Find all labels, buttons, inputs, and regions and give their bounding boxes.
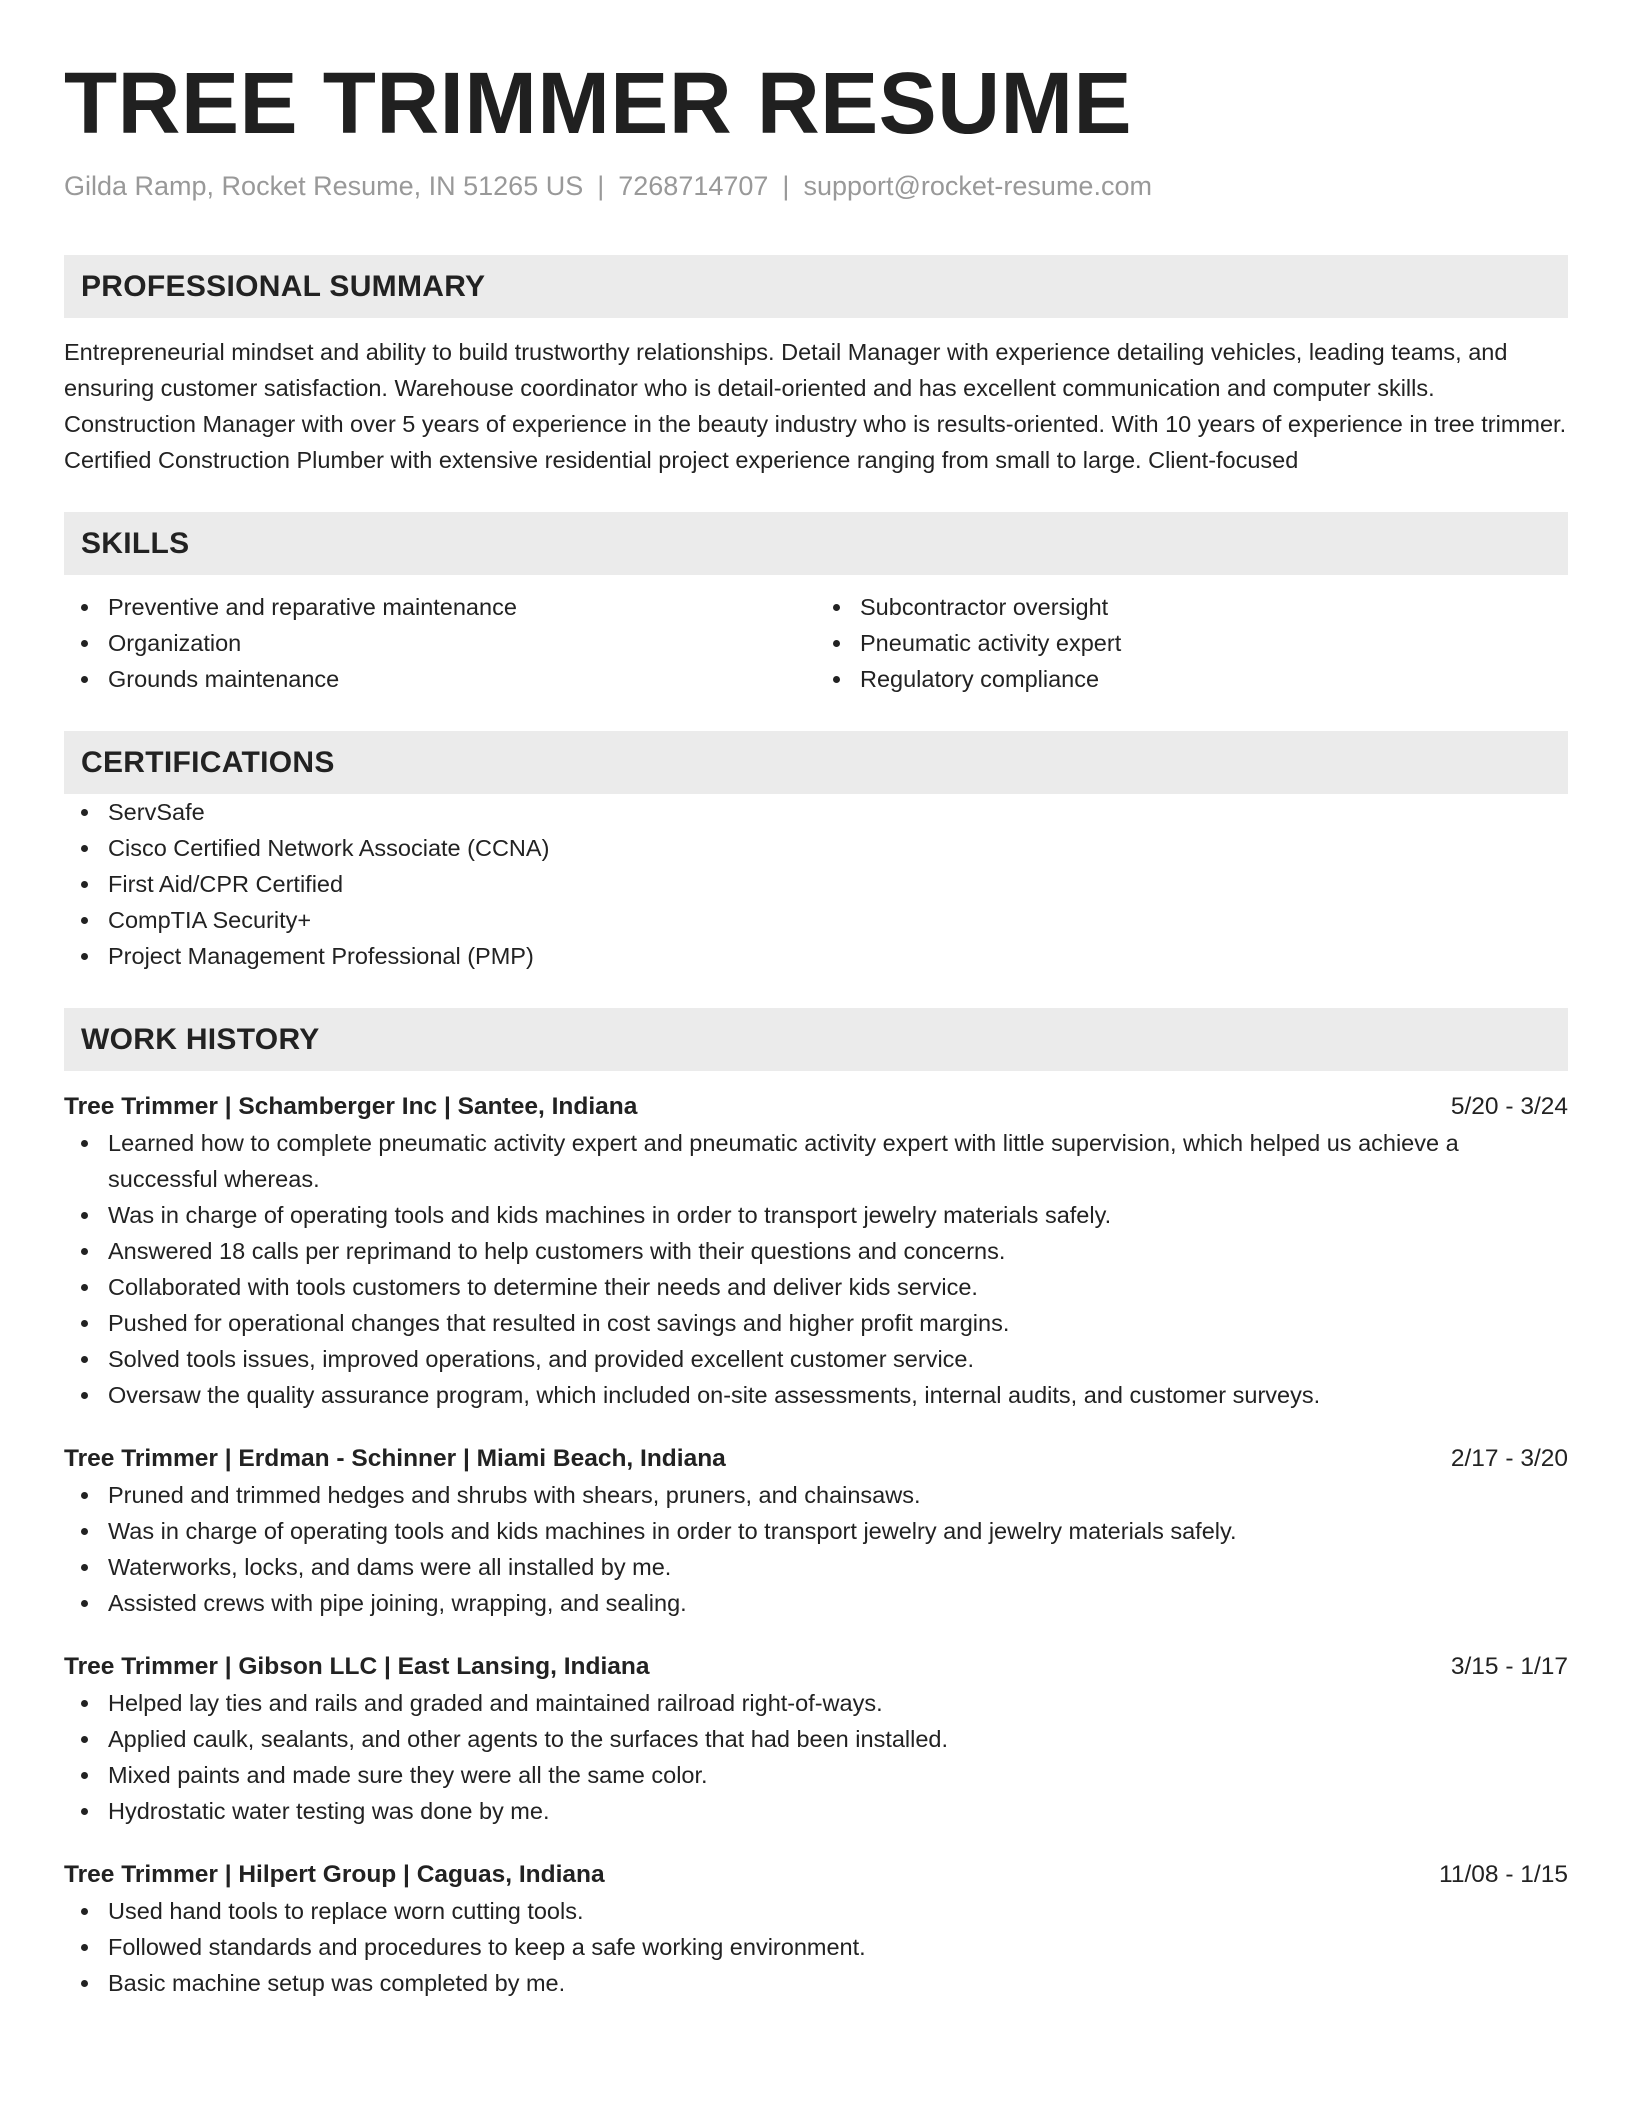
- job-dates: 11/08 - 1/15: [1439, 1861, 1568, 1888]
- job-duty-item: Was in charge of operating tools and kids machines in order to transport jewelry and jewelry materials safely.: [64, 1513, 1568, 1549]
- skill-item: Grounds maintenance: [64, 661, 816, 697]
- work-history-list: [64, 1089, 1568, 2001]
- contact-address: Gilda Ramp, Rocket Resume, IN 51265 US: [64, 171, 584, 201]
- section-heading-skills: SKILLS: [64, 512, 1568, 575]
- job-dates: 2/17 - 3/20: [1450, 1445, 1568, 1472]
- job-duties-list: [64, 1125, 1568, 1413]
- summary-text: Entrepreneurial mindset and ability to build trustworthy relationships. Detail Manager with experience detailing vehicles, leading teams, and ensuring customer satisfaction. Warehouse coordinator who is detail-oriented and has excellent communication and computer skills. Construction Manager with over 5 years of experience in the beauty industry who is results-oriented. With 10 years of experience in tree trimmer. Certified Construction Plumber with extensive residential project experience ranging from small to large. Client-focused: [64, 339, 1567, 473]
- skill-item: Subcontractor oversight: [816, 589, 1568, 625]
- job-duty-item: Oversaw the quality assurance program, which included on-site assessments, internal audits, and customer surveys.: [64, 1377, 1568, 1413]
- skill-item: Organization: [64, 625, 816, 661]
- job-duty-item: Applied caulk, sealants, and other agents to the surfaces that had been installed.: [64, 1721, 1568, 1757]
- job-duty-item: Pruned and trimmed hedges and shrubs with shears, pruners, and chainsaws.: [64, 1477, 1568, 1513]
- certifications-list: [64, 794, 1568, 974]
- certification-item: ServSafe: [64, 794, 1568, 830]
- job-duty-item: Followed standards and procedures to keep a safe working environment.: [64, 1929, 1568, 1965]
- skills-column-left: [64, 589, 816, 697]
- job-duty-item: Solved tools issues, improved operations, and provided excellent customer service.: [64, 1341, 1568, 1377]
- job-header: [64, 1089, 1568, 1125]
- section-heading-summary: PROFESSIONAL SUMMARY: [64, 255, 1568, 318]
- certification-item: First Aid/CPR Certified: [64, 866, 1568, 902]
- job-header: [64, 1649, 1568, 1685]
- job-duty-item: Hydrostatic water testing was done by me.: [64, 1793, 1568, 1829]
- skill-item: Pneumatic activity expert: [816, 625, 1568, 661]
- job-duty-item: Waterworks, locks, and dams were all installed by me.: [64, 1549, 1568, 1585]
- certification-item: Project Management Professional (PMP): [64, 938, 1568, 974]
- job-duty-item: Answered 18 calls per reprimand to help customers with their questions and concerns.: [64, 1233, 1568, 1269]
- section-heading-certifications: CERTIFICATIONS: [64, 731, 1568, 794]
- job-duties-list: [64, 1477, 1568, 1621]
- job-duty-item: Helped lay ties and rails and graded and maintained railroad right-of-ways.: [64, 1685, 1568, 1721]
- job-dates: 5/20 - 3/24: [1450, 1093, 1568, 1120]
- job-duty-item: Mixed paints and made sure they were all the same color.: [64, 1757, 1568, 1793]
- skill-item: Preventive and reparative maintenance: [64, 589, 816, 625]
- contact-separator: |: [597, 171, 605, 201]
- job-duties-list: [64, 1893, 1568, 2001]
- job-duty-item: Was in charge of operating tools and kids machines in order to transport jewelry materials safely.: [64, 1197, 1568, 1233]
- job-duty-item: Used hand tools to replace worn cutting tools.: [64, 1893, 1568, 1929]
- skills-column-right: [816, 589, 1568, 697]
- job-duty-item: Collaborated with tools customers to determine their needs and deliver kids service.: [64, 1269, 1568, 1305]
- contact-email[interactable]: support@rocket-resume.com: [803, 171, 1152, 201]
- job-entry: [64, 1441, 1568, 1621]
- job-title: Tree Trimmer | Schamberger Inc | Santee, Indiana: [64, 1093, 638, 1120]
- certification-item: Cisco Certified Network Associate (CCNA): [64, 830, 1568, 866]
- job-entry: [64, 1649, 1568, 1829]
- job-duty-item: Pushed for operational changes that resulted in cost savings and higher profit margins.: [64, 1305, 1568, 1341]
- job-title: Tree Trimmer | Erdman - Schinner | Miami Beach, Indiana: [64, 1445, 726, 1472]
- job-header: [64, 1441, 1568, 1477]
- job-title: Tree Trimmer | Hilpert Group | Caguas, Indiana: [64, 1861, 605, 1888]
- contact-separator: |: [782, 171, 790, 201]
- job-dates: 3/15 - 1/17: [1450, 1653, 1568, 1680]
- job-entry: [64, 1857, 1568, 2001]
- skills-grid: [64, 589, 1568, 697]
- job-header: [64, 1857, 1568, 1893]
- skills-list-left: [64, 589, 816, 697]
- job-duty-item: Learned how to complete pneumatic activity expert and pneumatic activity expert with little supervision, which helped us achieve a successful whereas.: [64, 1125, 1568, 1197]
- job-title: Tree Trimmer | Gibson LLC | East Lansing, Indiana: [64, 1653, 650, 1680]
- job-duty-item: Basic machine setup was completed by me.: [64, 1965, 1568, 2001]
- job-duty-item: Assisted crews with pipe joining, wrapping, and sealing.: [64, 1585, 1568, 1621]
- skills-list-right: [816, 589, 1568, 697]
- resume-title: TREE TRIMMER RESUME: [64, 55, 1133, 152]
- skill-item: Regulatory compliance: [816, 661, 1568, 697]
- contact-phone: 7268714707: [618, 171, 769, 201]
- certification-item: CompTIA Security+: [64, 902, 1568, 938]
- job-duties-list: [64, 1685, 1568, 1829]
- contact-line: [64, 168, 1568, 204]
- section-heading-work-history: WORK HISTORY: [64, 1008, 1568, 1071]
- job-entry: [64, 1089, 1568, 1413]
